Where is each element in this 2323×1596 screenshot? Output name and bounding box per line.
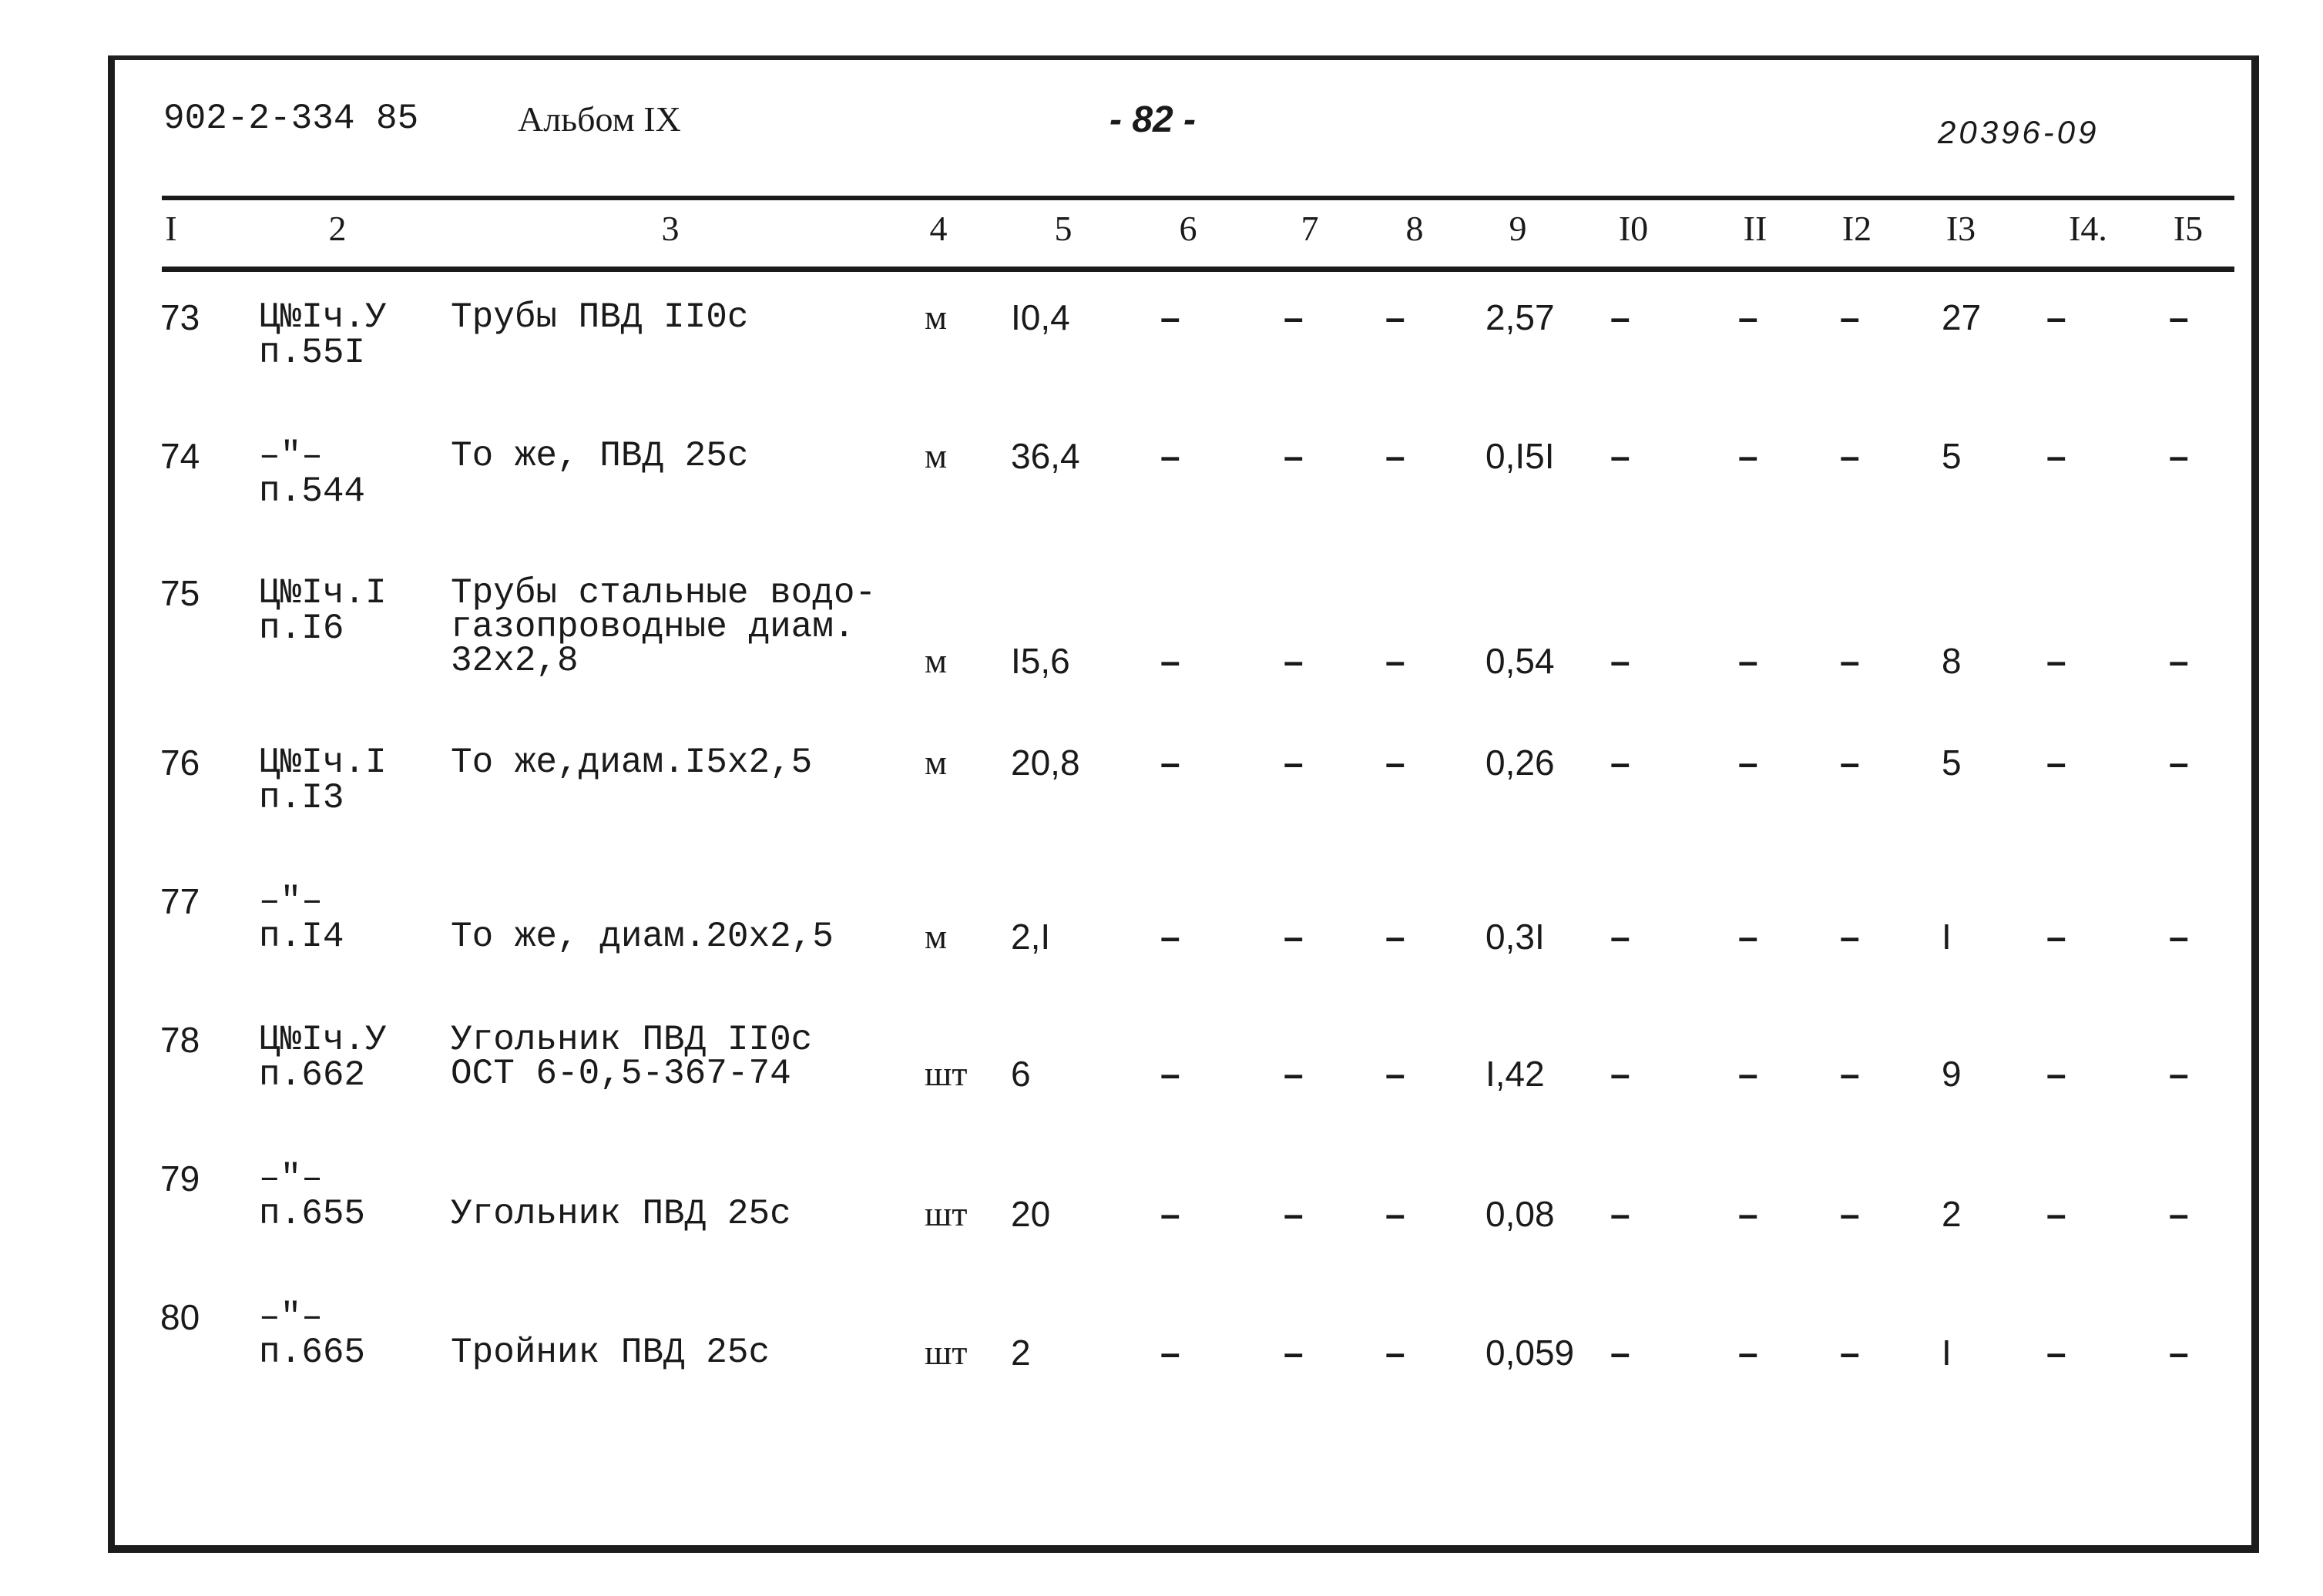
column-number: 2 — [328, 209, 347, 248]
ref-item: п.665 — [259, 1333, 366, 1373]
value-c5: 20,8 — [1011, 743, 1080, 783]
value-c5: 6 — [1011, 1054, 1031, 1094]
description-line: газопроводные диам. — [451, 607, 855, 647]
dash-c7: – — [1284, 1333, 1304, 1373]
dash-c7: – — [1284, 1194, 1304, 1234]
dash-c15: – — [2169, 917, 2189, 957]
value-c13: 27 — [1942, 297, 1982, 337]
dash-c10: – — [1610, 743, 1630, 783]
unit: шт — [925, 1194, 968, 1233]
dash-c6: – — [1160, 743, 1180, 783]
dash-c7: – — [1284, 743, 1304, 783]
dash-c8: – — [1385, 436, 1405, 476]
unit: м — [925, 297, 948, 337]
ref-code: –"– — [259, 1158, 323, 1199]
dash-c15: – — [2169, 1333, 2189, 1373]
dash-c10: – — [1610, 1194, 1630, 1234]
dash-c6: – — [1160, 917, 1180, 957]
row-number: 78 — [160, 1020, 200, 1060]
dash-c8: – — [1385, 1054, 1405, 1094]
ref-code: –"– — [259, 881, 323, 921]
value-c9: I,42 — [1485, 1054, 1545, 1094]
column-number: I4. — [2069, 209, 2107, 248]
dash-c6: – — [1160, 1333, 1180, 1373]
document-code: 902-2-334 85 — [163, 99, 419, 139]
dash-c12: – — [1840, 436, 1860, 476]
dash-c7: – — [1284, 641, 1304, 681]
dash-c14: – — [2046, 1333, 2066, 1373]
value-c5: 20 — [1011, 1194, 1051, 1234]
dash-c6: – — [1160, 1054, 1180, 1094]
dash-c15: – — [2169, 1054, 2189, 1094]
row-number: 74 — [160, 436, 200, 476]
unit: шт — [925, 1054, 968, 1093]
dash-c7: – — [1284, 436, 1304, 476]
column-number: I5 — [2173, 209, 2204, 248]
dash-c8: – — [1385, 1333, 1405, 1373]
dash-c10: – — [1610, 1054, 1630, 1094]
value-c9: 2,57 — [1485, 297, 1555, 337]
dash-c6: – — [1160, 436, 1180, 476]
value-c13: 8 — [1942, 641, 1962, 681]
value-c9: 0,54 — [1485, 641, 1555, 681]
ref-code: Ц№Iч.I — [259, 743, 387, 783]
dash-c11: – — [1738, 1333, 1758, 1373]
value-c5: I0,4 — [1011, 297, 1070, 337]
value-c5: 2,I — [1011, 917, 1051, 957]
description-line: 32х2,8 — [451, 641, 579, 681]
page-frame — [108, 55, 2259, 1553]
dash-c14: – — [2046, 641, 2066, 681]
column-number: 6 — [1179, 209, 1197, 248]
header-rule-bottom — [162, 267, 2234, 272]
dash-c7: – — [1284, 1054, 1304, 1094]
dash-c11: – — [1738, 1054, 1758, 1094]
ref-item: п.655 — [259, 1194, 366, 1234]
column-number: II — [1743, 209, 1767, 248]
dash-c11: – — [1738, 297, 1758, 337]
dash-c14: – — [2046, 297, 2066, 337]
dash-c8: – — [1385, 297, 1405, 337]
dash-c15: – — [2169, 743, 2189, 783]
dash-c12: – — [1840, 641, 1860, 681]
dash-c6: – — [1160, 1194, 1180, 1234]
dash-c8: – — [1385, 917, 1405, 957]
dash-c12: – — [1840, 743, 1860, 783]
value-c9: 0,I5I — [1485, 436, 1555, 476]
dash-c12: – — [1840, 1194, 1860, 1234]
dash-c14: – — [2046, 436, 2066, 476]
document-number: 20396-09 — [1938, 114, 2100, 150]
value-c13: 5 — [1942, 436, 1962, 476]
dash-c12: – — [1840, 1054, 1860, 1094]
ref-code: Ц№Iч.I — [259, 573, 387, 613]
value-c9: 0,059 — [1485, 1333, 1575, 1373]
row-number: 79 — [160, 1158, 200, 1199]
description-line: ОСТ 6-0,5-367-74 — [451, 1054, 791, 1094]
description-line: Угольник ПВД 25с — [451, 1194, 791, 1234]
dash-c8: – — [1385, 1194, 1405, 1234]
dash-c11: – — [1738, 743, 1758, 783]
dash-c11: – — [1738, 917, 1758, 957]
value-c9: 0,26 — [1485, 743, 1555, 783]
column-number: 3 — [661, 209, 680, 248]
description-line: То же, ПВД 25с — [451, 436, 749, 476]
value-c13: 9 — [1942, 1054, 1962, 1094]
ref-item: п.55I — [259, 333, 366, 373]
value-c13: I — [1942, 1333, 1952, 1373]
dash-c10: – — [1610, 641, 1630, 681]
ref-item: п.I4 — [259, 917, 344, 957]
dash-c8: – — [1385, 641, 1405, 681]
ref-code: –"– — [259, 1297, 323, 1337]
description-line: Трубы ПВД II0с — [451, 297, 749, 337]
column-number: 7 — [1301, 209, 1319, 248]
column-number: I2 — [1841, 209, 1872, 248]
ref-code: –"– — [259, 436, 323, 476]
dash-c15: – — [2169, 1194, 2189, 1234]
dash-c14: – — [2046, 743, 2066, 783]
row-number: 80 — [160, 1297, 200, 1337]
description-line: То же,диам.I5х2,5 — [451, 743, 813, 783]
ref-code: Ц№Iч.У — [259, 1020, 387, 1060]
row-number: 77 — [160, 881, 200, 921]
ref-item: п.662 — [259, 1055, 366, 1095]
dash-c11: – — [1738, 641, 1758, 681]
dash-c12: – — [1840, 297, 1860, 337]
page-number: - 82 - — [1109, 99, 1197, 140]
row-number: 76 — [160, 743, 200, 783]
value-c9: 0,3I — [1485, 917, 1545, 957]
dash-c8: – — [1385, 743, 1405, 783]
dash-c10: – — [1610, 436, 1630, 476]
value-c13: 5 — [1942, 743, 1962, 783]
description-line: То же, диам.20х2,5 — [451, 917, 834, 957]
unit: шт — [925, 1333, 968, 1372]
dash-c15: – — [2169, 641, 2189, 681]
header-rule-top — [162, 196, 2234, 200]
dash-c12: – — [1840, 917, 1860, 957]
dash-c14: – — [2046, 1194, 2066, 1234]
unit: м — [925, 641, 948, 680]
unit: м — [925, 917, 948, 956]
dash-c10: – — [1610, 1333, 1630, 1373]
dash-c14: – — [2046, 1054, 2066, 1094]
dash-c7: – — [1284, 917, 1304, 957]
row-number: 73 — [160, 297, 200, 337]
column-number: I3 — [1945, 209, 1976, 248]
column-number: I — [165, 209, 177, 248]
description-line: Тройник ПВД 25с — [451, 1333, 770, 1373]
unit: м — [925, 743, 948, 782]
dash-c15: – — [2169, 436, 2189, 476]
album-label: Альбом IX — [518, 99, 681, 139]
dash-c6: – — [1160, 297, 1180, 337]
row-number: 75 — [160, 573, 200, 613]
value-c5: I5,6 — [1011, 641, 1070, 681]
dash-c11: – — [1738, 436, 1758, 476]
dash-c11: – — [1738, 1194, 1758, 1234]
description-line: Угольник ПВД II0с — [451, 1020, 813, 1060]
value-c5: 36,4 — [1011, 436, 1080, 476]
column-number: 9 — [1509, 209, 1527, 248]
dash-c14: – — [2046, 917, 2066, 957]
dash-c15: – — [2169, 297, 2189, 337]
column-number: 4 — [929, 209, 948, 248]
value-c9: 0,08 — [1485, 1194, 1555, 1234]
column-number: 8 — [1405, 209, 1424, 248]
value-c5: 2 — [1011, 1333, 1031, 1373]
column-number: I0 — [1618, 209, 1649, 248]
column-number: 5 — [1054, 209, 1073, 248]
dash-c10: – — [1610, 917, 1630, 957]
dash-c7: – — [1284, 297, 1304, 337]
value-c13: I — [1942, 917, 1952, 957]
ref-item: п.544 — [259, 471, 366, 511]
ref-item: п.I6 — [259, 609, 344, 649]
unit: м — [925, 436, 948, 475]
ref-code: Ц№Iч.У — [259, 297, 387, 337]
dash-c10: – — [1610, 297, 1630, 337]
dash-c6: – — [1160, 641, 1180, 681]
description-line: Трубы стальные водо- — [451, 573, 877, 613]
dash-c12: – — [1840, 1333, 1860, 1373]
ref-item: п.I3 — [259, 778, 344, 818]
value-c13: 2 — [1942, 1194, 1962, 1234]
